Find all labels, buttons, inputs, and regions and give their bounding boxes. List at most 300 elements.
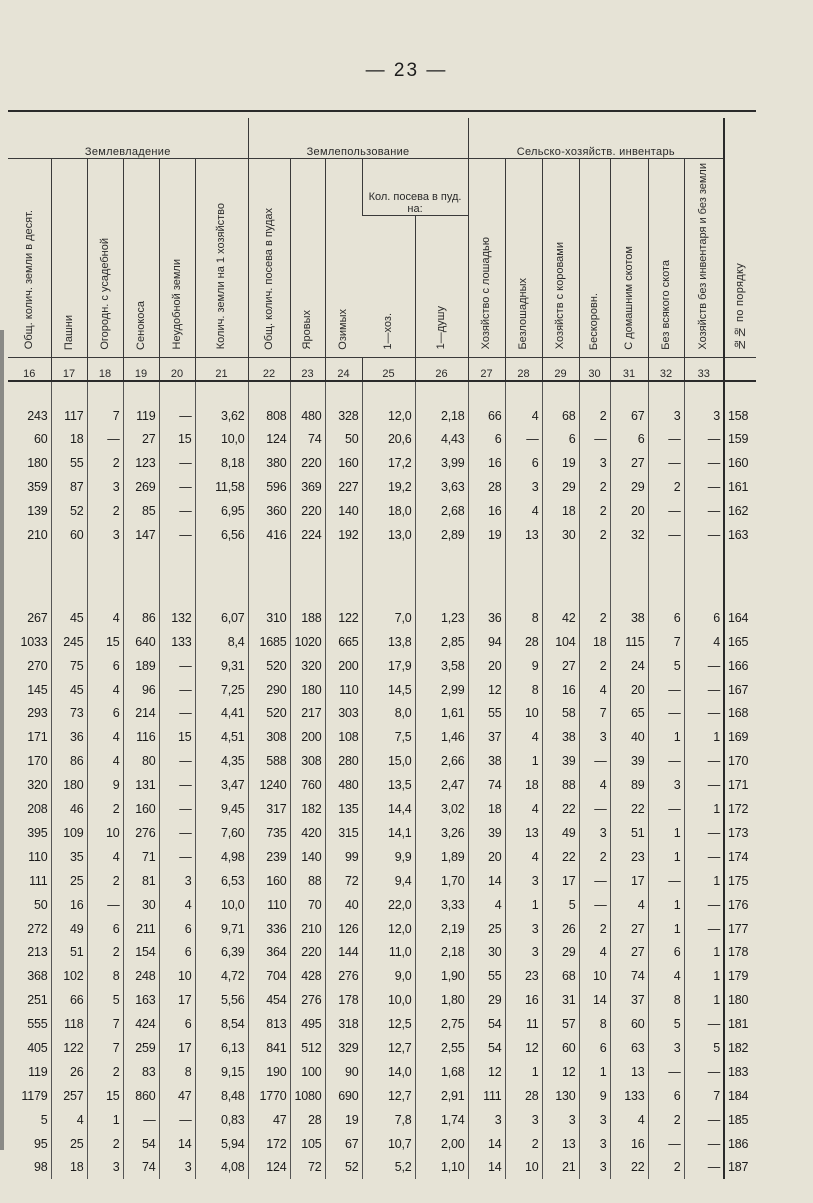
table-cell: 276 [290, 988, 325, 1012]
table-cell: 14 [468, 1132, 505, 1156]
table-cell: 5 [648, 1012, 684, 1036]
table-cell: 6 [648, 1084, 684, 1108]
table-cell: 8 [505, 606, 542, 630]
table-cell: — [159, 475, 195, 499]
table-cell: — [648, 869, 684, 893]
table-cell: 178 [325, 988, 362, 1012]
table-cell: 3 [579, 1108, 610, 1132]
table-cell: 303 [325, 702, 362, 726]
table-cell: 23 [505, 964, 542, 988]
table-cell: 4 [87, 845, 123, 869]
column-number: 30 [579, 357, 610, 381]
table-cell: 4 [87, 606, 123, 630]
table-row [8, 869, 756, 893]
table-cell: — [159, 451, 195, 475]
group-header-ownership: Землевладение [8, 118, 248, 159]
table-cell: 520 [248, 654, 290, 678]
subgroup-header-sown-per: Кол. посева в пуд. на: [362, 159, 468, 216]
table-cell: 185 [724, 1108, 756, 1132]
table-cell: — [684, 917, 724, 941]
column-number: 33 [684, 357, 724, 381]
column-number-row [8, 357, 756, 381]
table-cell: 860 [123, 1084, 159, 1108]
table-cell: 28 [468, 475, 505, 499]
table-cell: 1,90 [415, 964, 468, 988]
table-cell: 74 [290, 428, 325, 452]
table-cell: 28 [505, 630, 542, 654]
table-cell: 67 [610, 404, 648, 428]
table-cell: 420 [290, 821, 325, 845]
table-row [8, 475, 756, 499]
table-cell: 360 [248, 499, 290, 523]
table-cell: 4 [579, 678, 610, 702]
table-cell: 3 [505, 1108, 542, 1132]
table-row [8, 1108, 756, 1132]
table-cell: 2 [87, 940, 123, 964]
table-row [8, 845, 756, 869]
table-cell: 47 [159, 1084, 195, 1108]
table-cell: 10 [87, 821, 123, 845]
table-cell: 74 [468, 773, 505, 797]
table-cell: — [684, 845, 724, 869]
table-cell: 12,7 [362, 1084, 415, 1108]
table-cell: 7 [579, 702, 610, 726]
table-cell: 17 [159, 988, 195, 1012]
table-cell: 1020 [290, 630, 325, 654]
table-cell: — [648, 451, 684, 475]
table-cell: 180 [290, 678, 325, 702]
table-cell: 7 [87, 404, 123, 428]
column-number [724, 357, 756, 381]
table-cell: 248 [123, 964, 159, 988]
table-cell: 1179 [21, 1088, 48, 1103]
table-cell: 6,39 [195, 940, 248, 964]
table-cell: 18 [468, 797, 505, 821]
table-cell: 276 [123, 821, 159, 845]
table-cell: 3,62 [195, 404, 248, 428]
table-cell: 30 [123, 893, 159, 917]
table-cell: 52 [325, 1155, 362, 1179]
column-header-horseless: Безлошадных [505, 159, 542, 358]
table-cell: 428 [290, 964, 325, 988]
table-cell: 180 [27, 456, 48, 471]
table-cell: 8 [579, 1012, 610, 1036]
column-number: 32 [648, 357, 684, 381]
table-cell: — [648, 749, 684, 773]
table-cell: 5,2 [362, 1155, 415, 1179]
table-cell: 29 [468, 988, 505, 1012]
table-cell: 4 [579, 773, 610, 797]
table-cell: 67 [325, 1132, 362, 1156]
table-cell: — [579, 749, 610, 773]
table-cell: 1 [684, 964, 724, 988]
table-cell: 170 [27, 754, 48, 769]
table-cell: 85 [123, 499, 159, 523]
table-cell: 12,0 [362, 917, 415, 941]
table-cell: 188 [290, 606, 325, 630]
table-cell: 10 [159, 964, 195, 988]
table-cell: 144 [325, 940, 362, 964]
table-cell: 227 [325, 475, 362, 499]
table-cell: 2 [579, 606, 610, 630]
table-cell: 60 [51, 523, 87, 547]
table-cell: 4 [505, 725, 542, 749]
table-cell: 25 [51, 1132, 87, 1156]
table-cell: 7 [684, 1084, 724, 1108]
table-cell: 208 [27, 802, 48, 817]
table-cell: 276 [325, 964, 362, 988]
table-cell: 6 [87, 702, 123, 726]
table-cell: 55 [468, 702, 505, 726]
table-row [8, 940, 756, 964]
table-cell: 86 [123, 606, 159, 630]
table-cell: — [684, 893, 724, 917]
table-cell: 2,91 [415, 1084, 468, 1108]
table-cell: 3 [505, 940, 542, 964]
table-cell: 74 [610, 964, 648, 988]
table-cell: 2 [87, 451, 123, 475]
table-cell: 17 [542, 869, 579, 893]
table-cell: 13 [505, 821, 542, 845]
table-cell: 3,02 [415, 797, 468, 821]
column-number: 17 [51, 357, 87, 381]
table-cell: 6 [648, 940, 684, 964]
table-cell: 163 [123, 988, 159, 1012]
table-cell: 27 [610, 940, 648, 964]
table-cell: 2 [87, 1060, 123, 1084]
table-cell: 17,2 [362, 451, 415, 475]
table-cell: 16 [468, 499, 505, 523]
table-cell: 14 [468, 1155, 505, 1179]
table-cell: 95 [33, 1136, 48, 1151]
table-cell: 189 [123, 654, 159, 678]
table-cell: 17 [159, 1036, 195, 1060]
table-cell: 11,0 [362, 940, 415, 964]
table-cell: 22 [542, 845, 579, 869]
table-cell: 38 [542, 725, 579, 749]
table-cell: — [159, 797, 195, 821]
table-cell: 5 [87, 988, 123, 1012]
table-cell: 9 [87, 773, 123, 797]
table-cell: 50 [33, 897, 48, 912]
table-cell: 119 [123, 404, 159, 428]
table-cell: 596 [248, 475, 290, 499]
table-cell: — [579, 893, 610, 917]
table-cell: 7,25 [195, 678, 248, 702]
table-cell: 178 [724, 940, 756, 964]
table-cell: 280 [325, 749, 362, 773]
table-cell: 245 [51, 630, 87, 654]
table-cell: 57 [542, 1012, 579, 1036]
table-cell: 257 [51, 1084, 87, 1108]
table-cell: 4,35 [195, 749, 248, 773]
table-cell: 115 [610, 630, 648, 654]
table-cell: 83 [123, 1060, 159, 1084]
table-cell: 9 [579, 1084, 610, 1108]
table-cell: 8,54 [195, 1012, 248, 1036]
table-cell: 179 [724, 964, 756, 988]
table-cell: — [159, 845, 195, 869]
table-cell: 37 [610, 988, 648, 1012]
table-cell: 182 [290, 797, 325, 821]
table-cell: 10 [505, 702, 542, 726]
table-cell: 2 [648, 475, 684, 499]
table-cell: 1 [648, 845, 684, 869]
table-cell: 424 [123, 1012, 159, 1036]
table-cell: 29 [542, 940, 579, 964]
table-cell: 105 [290, 1132, 325, 1156]
table-cell: 17,9 [362, 654, 415, 678]
table-cell: 588 [248, 749, 290, 773]
table-cell: 10 [579, 964, 610, 988]
table-cell: 49 [542, 821, 579, 845]
column-number: 29 [542, 357, 579, 381]
table-cell: 12 [468, 678, 505, 702]
table-cell: 16 [468, 451, 505, 475]
table-cell: 704 [248, 964, 290, 988]
table-row [8, 1084, 756, 1108]
table-cell: 4,41 [195, 702, 248, 726]
table-cell: 13 [542, 1132, 579, 1156]
group-header-inventory: Сельско-хозяйств. инвентарь [468, 118, 724, 159]
table-row [8, 773, 756, 797]
table-cell: 8 [505, 678, 542, 702]
table-cell: 310 [248, 606, 290, 630]
table-cell: 3 [648, 773, 684, 797]
table-cell: 23 [610, 845, 648, 869]
table-cell: 9,15 [195, 1060, 248, 1084]
table-cell: 96 [123, 678, 159, 702]
table-cell: 210 [27, 528, 48, 543]
table-cell: 9,71 [195, 917, 248, 941]
table-cell: — [648, 702, 684, 726]
table-cell: 13,0 [362, 523, 415, 547]
column-number: 16 [8, 357, 51, 381]
table-cell: 108 [325, 725, 362, 749]
table-cell: — [684, 702, 724, 726]
table-cell: 3 [684, 404, 724, 428]
table-cell: 10,7 [362, 1132, 415, 1156]
table-cell: 3 [159, 1155, 195, 1179]
table-cell: 25 [468, 917, 505, 941]
column-header-wasteland: Неудобной земли [159, 159, 195, 358]
table-row [8, 630, 756, 654]
table-cell: 7 [87, 1036, 123, 1060]
table-cell: 4 [505, 845, 542, 869]
table-cell: 1 [505, 893, 542, 917]
column-number: 27 [468, 357, 505, 381]
table-cell: 40 [325, 893, 362, 917]
table-cell: 12,7 [362, 1036, 415, 1060]
table-cell: 6 [468, 428, 505, 452]
table-cell: 1 [648, 893, 684, 917]
column-header-no-inventory: Хозяйств без инвентаря и без земли [684, 159, 724, 358]
table-cell: 15 [87, 1084, 123, 1108]
table-cell: 111 [468, 1084, 505, 1108]
table-cell: 8,48 [195, 1084, 248, 1108]
table-cell: 6 [648, 606, 684, 630]
table-cell: 6 [610, 428, 648, 452]
table-cell: — [159, 654, 195, 678]
table-cell: 4 [87, 749, 123, 773]
table-cell: 6 [87, 654, 123, 678]
table-cell: 30 [468, 940, 505, 964]
table-cell: 60 [33, 432, 48, 447]
table-cell: — [579, 797, 610, 821]
table-cell: 50 [325, 428, 362, 452]
table-cell: 22,0 [362, 893, 415, 917]
table-cell: 2,18 [415, 940, 468, 964]
table-cell: 171 [27, 730, 48, 745]
table-cell: 1,80 [415, 988, 468, 1012]
table-cell: 29 [542, 475, 579, 499]
table-cell: 1 [648, 917, 684, 941]
table-cell: 166 [724, 654, 756, 678]
table-cell: 317 [248, 797, 290, 821]
table-cell: 214 [123, 702, 159, 726]
table-cell: 665 [325, 630, 362, 654]
table-cell: 808 [248, 404, 290, 428]
table-cell: — [159, 773, 195, 797]
table-cell: 172 [724, 797, 756, 821]
table-cell: 4 [505, 797, 542, 821]
table-cell: 55 [468, 964, 505, 988]
table-cell: 555 [27, 1017, 48, 1032]
table-cell: 10,0 [195, 893, 248, 917]
table-cell: 13,5 [362, 773, 415, 797]
table-cell: 104 [542, 630, 579, 654]
table-cell: 3 [579, 1132, 610, 1156]
table-cell: — [684, 1012, 724, 1036]
table-cell: 220 [290, 499, 325, 523]
table-cell: 200 [325, 654, 362, 678]
table-cell: 14,5 [362, 678, 415, 702]
table-cell: 16 [610, 1132, 648, 1156]
table-row [8, 1132, 756, 1156]
table-cell: 20 [610, 678, 648, 702]
table-cell: 180 [51, 773, 87, 797]
table-cell: 154 [123, 940, 159, 964]
table-cell: 9,0 [362, 964, 415, 988]
table-cell: 109 [51, 821, 87, 845]
column-number: 23 [290, 357, 325, 381]
table-cell: 239 [248, 845, 290, 869]
table-cell: — [648, 678, 684, 702]
table-cell: 119 [28, 1064, 48, 1079]
table-cell: 8,4 [195, 630, 248, 654]
table-cell: 9,31 [195, 654, 248, 678]
table-cell: 1 [579, 1060, 610, 1084]
table-cell: 6 [579, 1036, 610, 1060]
table-cell: 5 [684, 1036, 724, 1060]
table-cell: 3 [579, 725, 610, 749]
table-cell: 315 [325, 821, 362, 845]
table-cell: 17 [610, 869, 648, 893]
table-cell: 15 [159, 428, 195, 452]
table-cell: 117 [51, 404, 87, 428]
table-cell: 211 [123, 917, 159, 941]
table-cell: 760 [290, 773, 325, 797]
table-cell: 102 [51, 964, 87, 988]
table-cell: — [579, 869, 610, 893]
table-cell: 116 [123, 725, 159, 749]
table-cell: 8 [87, 964, 123, 988]
table-cell: — [684, 499, 724, 523]
table-cell: 3,99 [415, 451, 468, 475]
table-cell: 52 [51, 499, 87, 523]
table-cell: 2 [579, 475, 610, 499]
table-cell: 2,19 [415, 917, 468, 941]
table-cell: 14,0 [362, 1060, 415, 1084]
table-cell: 46 [51, 797, 87, 821]
table-cell: 160 [248, 869, 290, 893]
table-cell: — [648, 1060, 684, 1084]
table-cell: 22 [610, 1155, 648, 1179]
table-cell: 18,0 [362, 499, 415, 523]
table-cell: 7 [87, 1012, 123, 1036]
table-cell: 21 [542, 1155, 579, 1179]
table-row [8, 964, 756, 988]
table-cell: 210 [290, 917, 325, 941]
table-cell: 9,4 [362, 869, 415, 893]
table-cell: 1,61 [415, 702, 468, 726]
table-cell: 182 [724, 1036, 756, 1060]
table-cell: 1,74 [415, 1108, 468, 1132]
table-cell: 140 [290, 845, 325, 869]
table-cell: 405 [27, 1040, 48, 1055]
table-cell: 20,6 [362, 428, 415, 452]
table-cell: — [684, 1108, 724, 1132]
table-cell: 2 [87, 499, 123, 523]
table-cell: 220 [290, 940, 325, 964]
table-cell: 32 [610, 523, 648, 547]
table-cell: 12 [505, 1036, 542, 1060]
table-cell: 5 [542, 893, 579, 917]
table-cell: 122 [325, 606, 362, 630]
table-cell: 4 [684, 630, 724, 654]
table-cell: 6,56 [195, 523, 248, 547]
table-cell: 145 [27, 682, 48, 697]
table-cell: 6,95 [195, 499, 248, 523]
table-cell: 164 [724, 606, 756, 630]
table-cell: 124 [248, 1155, 290, 1179]
column-header-arable: Пашни [51, 159, 87, 358]
table-cell: 16 [505, 988, 542, 1012]
table-cell: 3 [542, 1108, 579, 1132]
table-cell: 158 [724, 404, 756, 428]
table-cell: 2,99 [415, 678, 468, 702]
table-cell: 0,83 [195, 1108, 248, 1132]
table-cell: 140 [325, 499, 362, 523]
table-cell: 1685 [248, 630, 290, 654]
table-cell: — [159, 702, 195, 726]
table-cell: 224 [290, 523, 325, 547]
table-cell: 65 [610, 702, 648, 726]
table-cell: 68 [542, 404, 579, 428]
table-cell: 28 [290, 1108, 325, 1132]
table-cell: 7,8 [362, 1108, 415, 1132]
table-cell: 12,5 [362, 1012, 415, 1036]
table-cell: 37 [468, 725, 505, 749]
table-cell: 30 [542, 523, 579, 547]
table-cell: 28 [505, 1084, 542, 1108]
table-cell: 1 [684, 869, 724, 893]
table-cell: 6 [505, 451, 542, 475]
table-row [8, 749, 756, 773]
group-header-usage: Землепользование [248, 118, 468, 159]
table-cell: 1,23 [415, 606, 468, 630]
table-cell: 2,00 [415, 1132, 468, 1156]
